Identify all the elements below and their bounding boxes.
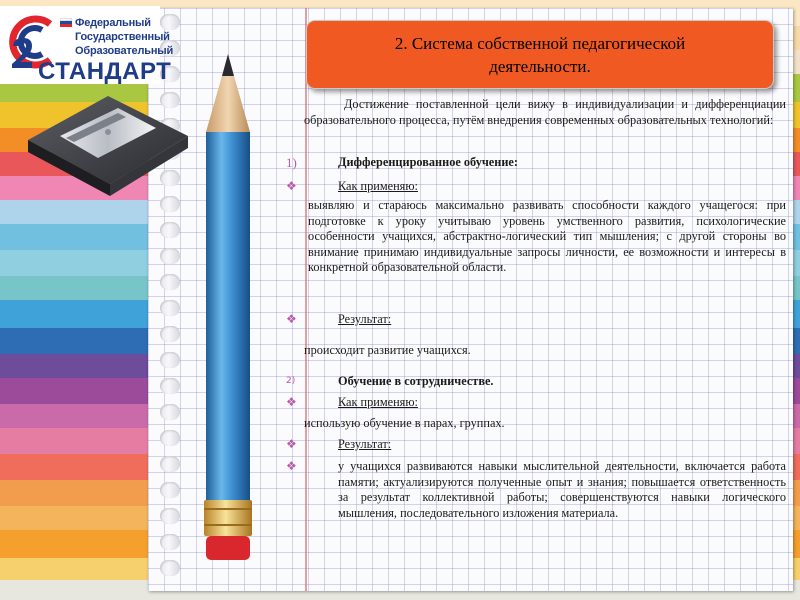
- section-1-how-row: [286, 179, 786, 195]
- section-2-marker: 2): [286, 376, 296, 386]
- slide-title-line-1: 2. Система собственной педагогической: [394, 33, 686, 53]
- russian-flag-icon: [60, 18, 72, 27]
- section-2-result-row: [286, 437, 786, 453]
- section-2-how-label: Как применяю:: [338, 395, 418, 409]
- section-1-result-label: Результат:: [338, 312, 392, 326]
- diamond-bullet-icon: ❖: [286, 437, 297, 451]
- diamond-bullet-icon: ❖: [286, 459, 297, 473]
- section-2-how-text: использую обучение в парах, группах.: [304, 416, 505, 430]
- section-1-heading: Дифференцированное обучение:: [338, 155, 518, 169]
- section-2-how-row: [286, 395, 786, 411]
- diamond-bullet-icon: ❖: [286, 395, 297, 409]
- section-1-result-text: происходит развитие учащихся.: [304, 343, 471, 357]
- pencil-sharpener-image: [22, 88, 192, 198]
- intro-paragraph: Достижение поставленной цели вижу в индивидуализации и дифференциации образовательного процесса, путём внедрения современных образовательных технологий:: [304, 97, 786, 127]
- section-1-how-text: выявляю и стараюсь максимально развивать способности каждого учащегося: при подготовке к уроку учитываю уровень умственного развития, психологические особенности учащихся, абстрактно-логический тип мышления; с другой стороны во внимание принимаю индивидуальные запросы личности, ее возможности и интересы в конкретной образовательной области.: [308, 198, 786, 275]
- logo-wordmark: СТАНДАРТ: [38, 58, 172, 85]
- blue-pencil-image: [198, 54, 258, 566]
- slide-title-line-2: деятельности.: [489, 56, 591, 76]
- section-2-heading-row: [286, 374, 786, 390]
- section-1-how-label: Как применяю:: [338, 179, 418, 193]
- section-2-result-text: у учащихся развиваются навыки мыслительной деятельности, включается работа памяти; актуализируются полученные опыт и знания; повышается ответственность за результат коллективной работы; совершенствуются навыки логического мышления, последовательного изложения материала.: [338, 459, 786, 520]
- logo-line-2: Государственный: [75, 31, 170, 43]
- slide-title-box: [306, 20, 774, 89]
- section-2-result-row-text: [286, 459, 786, 521]
- logo-line-1: Федеральный: [75, 17, 151, 29]
- section-2-result-label: Результат:: [338, 437, 392, 451]
- logo-line-3: Образовательный: [75, 45, 174, 57]
- section-1-result-row: [286, 312, 786, 328]
- section-1-heading-row: [286, 155, 786, 171]
- diamond-bullet-icon: ❖: [286, 312, 297, 326]
- section-2-heading: Обучение в сотрудничестве.: [338, 374, 494, 388]
- diamond-bullet-icon: ❖: [286, 179, 297, 193]
- fgos-standard-logo: [0, 6, 174, 85]
- section-1-marker: 1): [286, 155, 297, 170]
